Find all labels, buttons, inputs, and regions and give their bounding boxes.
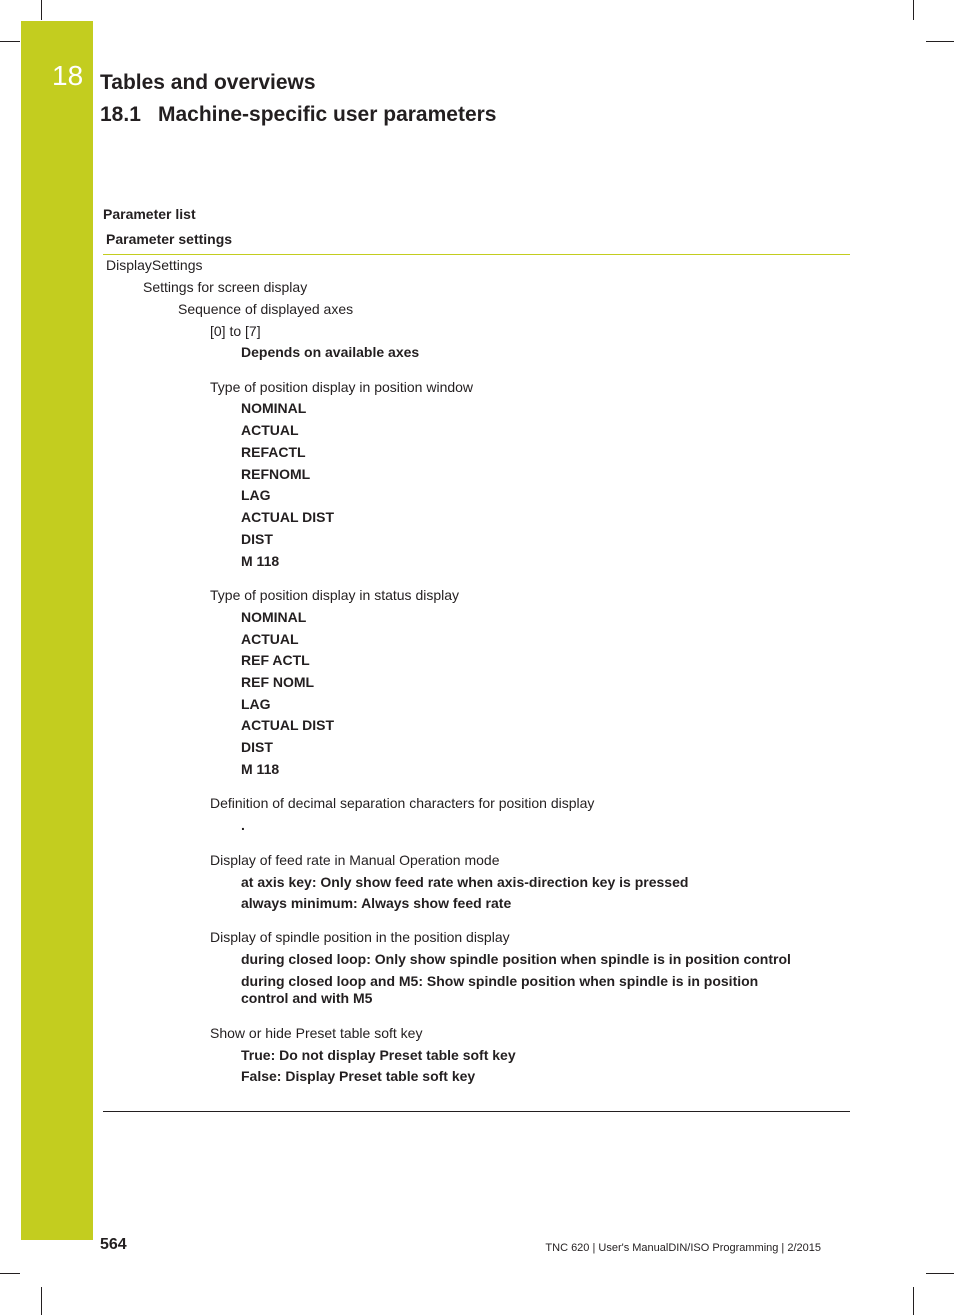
parameter-value: REF ACTL	[241, 652, 310, 668]
parameter-value: Depends on available axes	[241, 344, 420, 360]
chapter-side-bar	[21, 21, 93, 1240]
crop-mark	[0, 1273, 20, 1274]
parameter-value: False: Display Preset table soft key	[241, 1068, 476, 1084]
parameter-name: Settings for screen display	[143, 279, 308, 295]
parameter-value: REFNOML	[241, 466, 311, 482]
parameter-value: during closed loop and M5: Show spindle position when spindle is in position	[241, 973, 759, 989]
parameter-value: always minimum: Always show feed rate	[241, 895, 512, 911]
parameter-value: REF NOML	[241, 674, 315, 690]
crop-mark	[41, 1287, 42, 1315]
section-name: Machine-specific user parameters	[158, 103, 497, 126]
crop-mark	[926, 1273, 954, 1274]
parameter-value: LAG	[241, 487, 271, 503]
parameter-value: True: Do not display Preset table soft key	[241, 1047, 516, 1063]
parameter-value: NOMINAL	[241, 400, 307, 416]
parameter-value: LAG	[241, 696, 271, 712]
parameter-value: NOMINAL	[241, 609, 307, 625]
parameter-value: at axis key: Only show feed rate when axis-direction key is pressed	[241, 874, 689, 890]
parameter-value: .	[241, 817, 245, 833]
parameter-settings-heading: Parameter settings	[106, 231, 233, 247]
parameter-name: Sequence of displayed axes	[178, 301, 354, 317]
parameter-value: during closed loop: Only show spindle position when spindle is in position control	[241, 951, 791, 967]
crop-mark	[41, 0, 42, 20]
section-title	[100, 103, 496, 127]
parameter-value: DIST	[241, 531, 273, 547]
parameter-value: ACTUAL	[241, 422, 299, 438]
table-bottom-rule	[103, 1111, 850, 1112]
chapter-number: 18	[52, 60, 84, 91]
parameter-value: ACTUAL DIST	[241, 509, 335, 525]
parameter-name: Definition of decimal separation characters for position display	[210, 795, 595, 811]
section-number: 18.1	[100, 103, 141, 126]
parameter-name: DisplaySettings	[106, 257, 203, 273]
footer-text: TNC 620 | User's ManualDIN/ISO Programming | 2/2015	[545, 1242, 821, 1254]
parameter-value: M 118	[241, 553, 280, 569]
parameter-value: control and with M5	[241, 990, 373, 1006]
parameter-name: Type of position display in position window	[210, 379, 474, 395]
page-number: 564	[100, 1236, 127, 1253]
crop-mark	[913, 1287, 914, 1315]
crop-mark	[926, 41, 954, 42]
table-top-rule	[103, 254, 850, 255]
parameter-name: Show or hide Preset table soft key	[210, 1025, 423, 1041]
parameter-name: Display of spindle position in the position display	[210, 929, 510, 945]
parameter-name: Type of position display in status display	[210, 587, 460, 603]
parameter-name: Display of feed rate in Manual Operation mode	[210, 852, 500, 868]
parameter-value: ACTUAL DIST	[241, 717, 335, 733]
crop-mark	[913, 0, 914, 20]
parameter-value: M 118	[241, 761, 280, 777]
parameter-value: REFACTL	[241, 444, 306, 460]
chapter-title: Tables and overviews	[100, 71, 316, 94]
parameter-list-heading: Parameter list	[103, 206, 196, 222]
parameter-name: [0] to [7]	[210, 323, 261, 339]
crop-mark	[0, 41, 20, 42]
parameter-value: DIST	[241, 739, 273, 755]
parameter-value: ACTUAL	[241, 631, 299, 647]
